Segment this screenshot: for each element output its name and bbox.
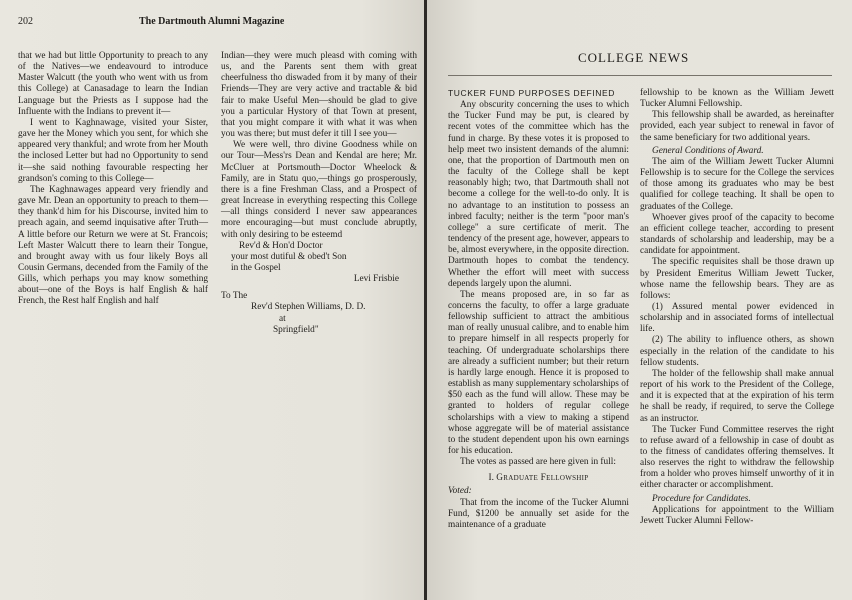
paragraph: We were well, thro divine Goodness while on our Tour—Mess'rs Dean and Kendal are here; Mr. McCluer at Portsmouth—Doctor Wheelock & Family, are in Statu quo,—things go prosperously, there is a fine Freshman Class, and a Prospect of great Increase in everything respecting this College—all things considerd I never saw appearances more encouraging—but must conclude abruptly, with only desiring to be esteemd — [221, 140, 417, 240]
article-title: TUCKER FUND PURPOSES DEFINED — [448, 88, 615, 98]
subsection-label: Graduate Fellowship — [496, 473, 589, 484]
letter-column-2 — [221, 51, 417, 336]
letter-addressee: Rev'd Stephen Williams, D. D. — [251, 302, 366, 313]
letter-closing: your most dutiful & obed't Son — [231, 251, 347, 262]
paragraph: That from the income of the Tucker Alumni Fund, $1200 be annually set aside for the maintenance of a graduate — [448, 497, 629, 530]
paragraph: The votes as passed are here given in full: — [460, 457, 616, 468]
news-column-2 — [640, 88, 834, 527]
voted-label: Voted: — [448, 486, 472, 497]
paragraph: Applications for appointment to the William Jewett Tucker Alumni Fellow- — [640, 504, 834, 526]
paragraph: The Tucker Fund Committee reserves the right to refuse award of a fellowship in case of doubt as to the fitness of candidates offering themselves. It also reserves the right to withdraw the fellowship from a holder who proves himself unworthy of it in either character or accomplishment. — [640, 424, 834, 491]
section-rule — [448, 75, 832, 76]
paragraph: The Kaghnawages appeard very friendly and gave Mr. Dean an opportunity to preach to them—they thank'd him for his Discourse, invited him to preach again, and seemd inquisative after Truth—A little before our Return we were at St. Francois; Left Master Walcutt there to learn their Tongue, and brought away with us four likely Boys all Cousin Germans, decended from the Family of the Gills, which perhaps you may know something about—one of the Boys is half English & half French, the Rest half English and half — [18, 184, 208, 307]
letter-address-at: at — [279, 313, 286, 324]
letter-closing: Rev'd & Hon'd Doctor — [239, 240, 323, 251]
paragraph: The holder of the fellowship shall make annual report of his work to the President of the College, and it is expected that at the expiration of his term he shall be ready, if required, to serve the College as an instructor. — [640, 368, 834, 424]
news-column-1 — [448, 88, 629, 531]
paragraph: This fellowship shall be awarded, as hereinafter provided, each year subject to renewal in favor of the same beneficiary for two additional years. — [640, 110, 834, 143]
letter-signature: Levi Frisbie — [353, 274, 399, 285]
section-title: COLLEGE NEWS — [578, 50, 690, 65]
paragraph: (2) The ability to influence others, as shown especially in the relation of the candidate to his fellow students. — [640, 335, 834, 368]
paragraph: Indian—they were much pleasd with coming with us, and the Parents sent them with great cheerfulness tho diswaded from it by many of their Friends—They are very active and tractable & bid fair to make Useful Men—should be glad to give you a particular Hystory of that Town at present, that you might compare it with what it was when you was there; but must defer it till I see you— — [221, 51, 417, 140]
subsection-heading: Procedure for Candidates. — [652, 493, 751, 504]
running-head: The Dartmouth Alumni Magazine — [139, 16, 285, 27]
letter-address-to: To The — [221, 291, 248, 302]
subsection-heading — [448, 473, 629, 484]
paragraph: The means proposed are, in so far as concerns the faculty, to offer a large graduate fellowship sufficient to attract the ambitious man of really unusual calibre, and to enable him to prepare himself in all respects properly for teaching. Of undergraduate scholarships there are already a sufficient number; but their return is hardly large enough. Hence it is proposed to establish as many supplementary scholarships of $50 each as the fund will allow. These may be granted to holders of regular college scholarships with a view to making a stipend whose aggregate will be of material assistance to the student dependent upon his own earnings for his education. — [448, 289, 629, 456]
paragraph: Any obscurity concerning the uses to which the Tucker Fund may be put, is cleared by recent votes of the committee which has the fund in charge. By these votes it is proposed to help meet two insistent demands of the alumni: one, that the proportion of Dartmouth men on the faculty of the College shall be kept reasonably high; two, that Dartmouth shall not become a college for the well-to-do only. It is no advantage to an institution to possess an inbred faculty; neither is the term "poor man's college" a sure certificate of merit. The tendency of the present age, however, appears to be, almost everywhere, in the opposite direction. Dartmouth hopes to combat the tendency. Whether the effort will meet with success depends largely upon the alumni. — [448, 100, 629, 289]
left-page — [0, 0, 424, 600]
paragraph: (1) Assured mental power evidenced in scholarship and in associated forms of intellectual life. — [640, 301, 834, 335]
paragraph: The aim of the William Jewett Tucker Alumni Fellowship is to secure for the College the services of those among its graduates who may be best qualified for college teaching. It shall be open to graduates of the College. — [640, 156, 834, 212]
letter-column-1 — [18, 51, 208, 308]
paragraph: fellowship to be known as the William Jewett Tucker Alumni Fellowship. — [640, 88, 834, 110]
paragraph: Whoever gives proof of the capacity to become an efficient college teacher, according to present standards of scholarship and leadership, may be a candidate for appointment. — [640, 212, 834, 257]
subsection-heading: General Conditions of Award. — [652, 145, 764, 156]
paragraph: The specific requisites shall be those drawn up by President Emeritus William Jewett Tucker, whose name the fellowship bears. They are as follows: — [640, 257, 834, 301]
page-number: 202 — [18, 16, 33, 27]
subsection-number: I. — [488, 473, 494, 484]
letter-closing: in the Gospel — [231, 262, 281, 273]
letter-address-city: Springfield" — [273, 324, 319, 335]
paragraph: that we had but little Opportunity to preach to any of the Natives—we endeavourd to introduce Master Walcutt (the youth who went with us from this College) at Canasadage to learn the Indian Language but the Priests as I suppose had the Influente with the Indians to prevent it— — [18, 51, 208, 117]
paragraph: I went to Kaghnawage, visited your Sister, gave her the Money which you sent, for which she appeared very thankful; and wrote from her Mouth the inclosed Letter but had no Opportunity to send it—she said nothing favourable respecting her grandson's coming to this College— — [18, 117, 208, 184]
